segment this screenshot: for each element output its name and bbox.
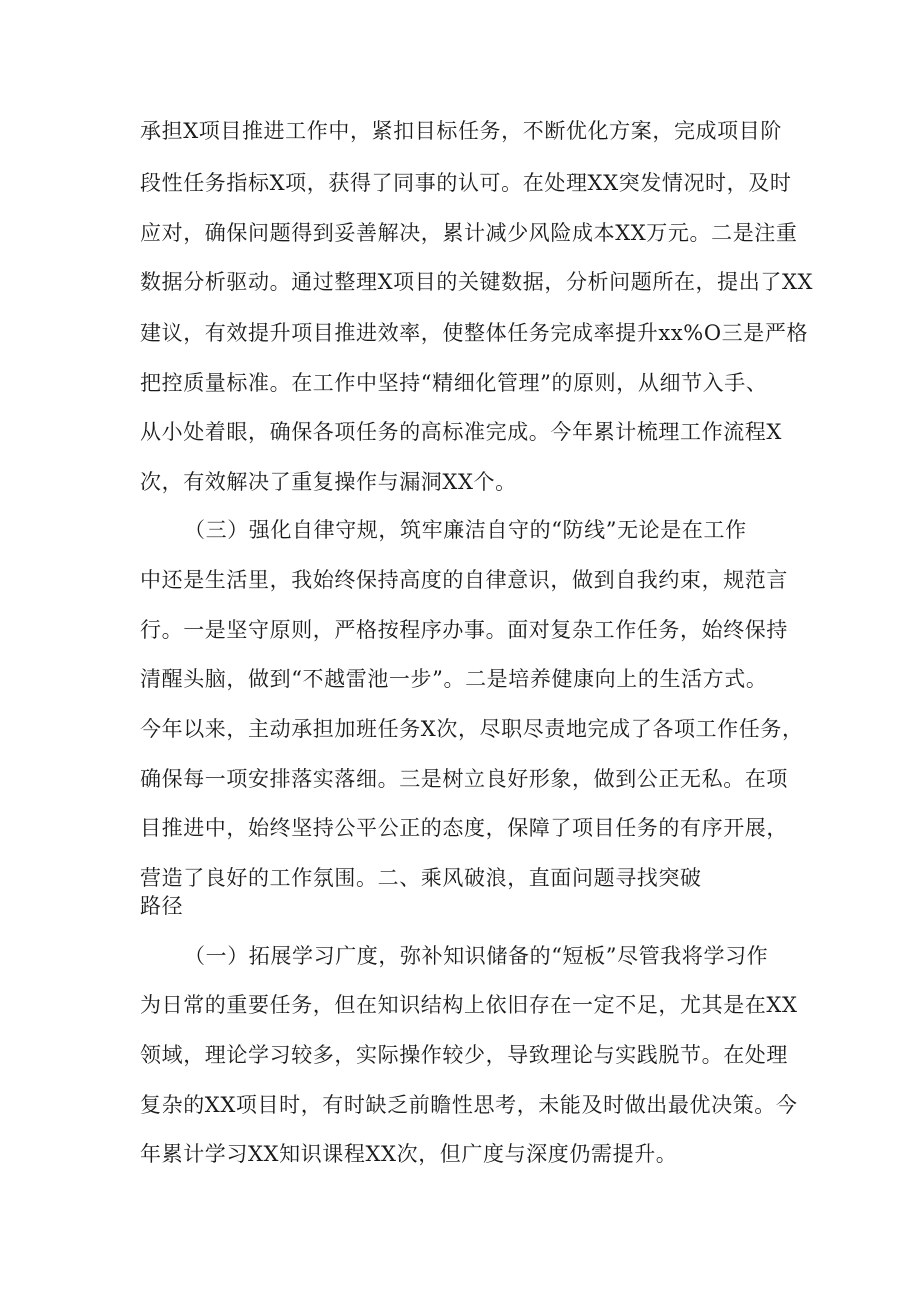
paragraph-1-line: 应对，确保问题得到妥善解决，累计减少风险成本XX万元。二是注重 [140,221,798,245]
paragraph-1-line: 数据分析驱动。通过整理X项目的关键数据，分析问题所在，提出了XX [140,270,814,294]
paragraph-1-line: 承担X项目推进工作中，紧扣目标任务，不断优化方案，完成项目阶 [140,119,782,143]
paragraph-2-line: 清醒头脑，做到“不越雷池一步”。二是培养健康向上的生活方式。 [140,667,768,691]
paragraph-2-line: 确保每一项安排落实落细。三是树立良好形象，做到公正无私。在项 [140,767,788,791]
paragraph-1-line: 次，有效解决了重复操作与漏洞XX个。 [140,470,517,494]
paragraph-1-line: 从小处着眼，确保各项任务的高标准完成。今年累计梳理工作流程X [140,420,782,444]
paragraph-2-heading-line: （三）强化自律守规，筑牢廉洁自守的“防线”无论是在工作 [184,518,747,542]
paragraph-1-line: 把控质量标准。在工作中坚持“精细化管理”的原则，从细节入手、 [140,371,768,395]
paragraph-2-line: 今年以来，主动承担加班任务X次，尽职尽责地完成了各项工作任务， [140,717,804,741]
paragraph-2-line: 行。一是坚守原则，严格按程序办事。面对复杂工作任务，始终保持 [140,618,788,642]
paragraph-1-line: 段性任务指标X项，获得了同事的认可。在处理XX突发情况时，及时 [140,171,792,195]
paragraph-3-line: 领域，理论学习较多，实际操作较少，导致理论与实践脱节。在处理 [140,1043,788,1067]
paragraph-2-line: 营造了良好的工作氛围。二、乘风破浪，直面问题寻找突破 [140,866,702,890]
paragraph-3-heading-line: （一）拓展学习广度，弥补知识储备的“短板”尽管我将学习作 [184,944,769,968]
paragraph-2-line: 目推进中，始终坚持公平公正的态度，保障了项目任务的有序开展， [140,816,788,840]
paragraph-1-line: 建议，有效提升项目推进效率，使整体任务完成率提升xx%O三是严格 [140,321,809,345]
paragraph-3-line: 为日常的重要任务，但在知识结构上依旧存在一定不足，尤其是在XX [140,993,798,1017]
paragraph-3-line: 年累计学习XX知识课程XX次，但广度与深度仍需提升。 [140,1142,678,1166]
paragraph-2-line: 中还是生活里，我始终保持高度的自律意识，做到自我约束，规范言 [140,568,788,592]
paragraph-3-line: 复杂的XX项目时，有时缺乏前瞻性思考，未能及时做出最优决策。今 [140,1093,798,1117]
paragraph-2-line: 路径 [140,894,184,918]
